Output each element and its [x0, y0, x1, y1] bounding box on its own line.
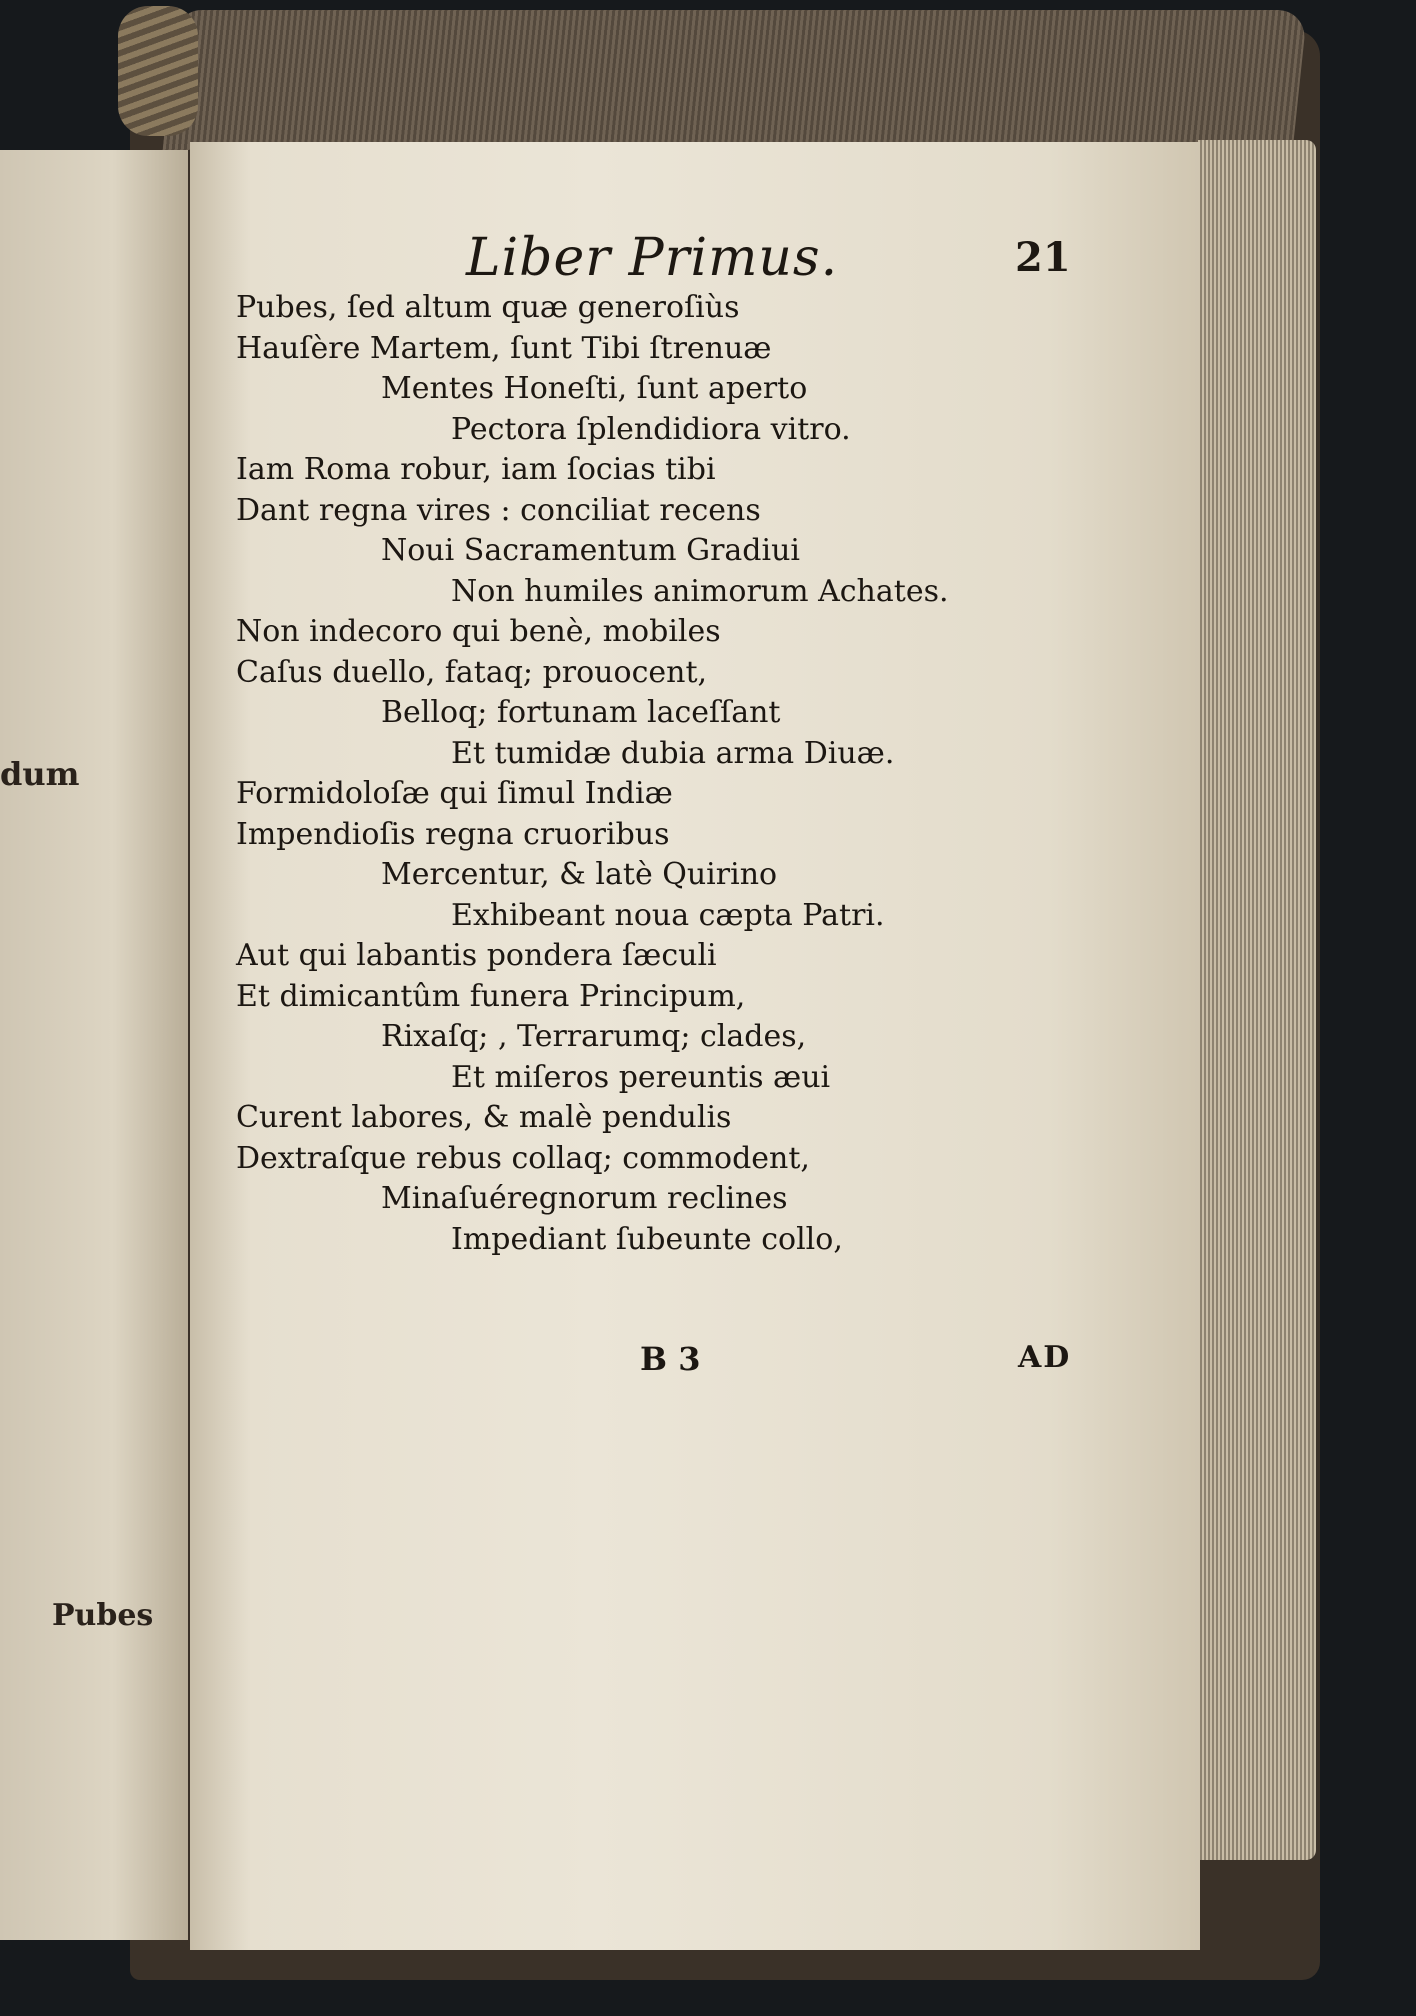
page-number: 21	[1015, 234, 1071, 281]
verse-line: Dextraſque rebus collaq; commodent,	[236, 1140, 810, 1176]
verse-line: Et miſeros pereuntis æui	[451, 1059, 831, 1095]
verse-line: Impediant ſubeunte collo,	[451, 1221, 843, 1257]
verse-line: Non humiles animorum Achates.	[451, 573, 949, 609]
verse-line: Rixaſq; , Terrarumq; clades,	[381, 1019, 807, 1054]
verse-line: Formidoloſæ qui ſimul Indiæ	[236, 776, 673, 811]
headband	[118, 6, 198, 136]
verse-line: Exhibeant noua cæpta Patri.	[451, 897, 885, 933]
verse-line: Non indecoro qui benè, mobiles	[236, 614, 721, 649]
verse-line: Curent labores, & malè pendulis	[236, 1100, 732, 1135]
verse-line: Et dimicantûm funera Principum,	[236, 978, 746, 1014]
verse-line: Noui Sacramentum Gradiui	[381, 533, 801, 568]
verse-line: Hauſère Martem, ſunt Tibi ſtrenuæ	[236, 330, 772, 366]
verse-line: Dant regna vires : conciliat recens	[236, 492, 761, 528]
left-page	[0, 150, 188, 1940]
signature-mark: B 3	[640, 1340, 701, 1378]
left-page-catchword: Pubes	[52, 1598, 154, 1633]
verse-line: Mercentur, & latè Quirino	[381, 857, 778, 892]
fore-edge	[1198, 140, 1316, 1860]
page-top-edge	[163, 10, 1308, 150]
running-head: Liber Primus.	[466, 228, 839, 288]
verse-line: Mentes Honeſti, ſunt aperto	[381, 371, 808, 406]
verse-line: Impendioſis regna cruoribus	[236, 816, 670, 852]
verse-line: Minaſuéregnorum reclines	[381, 1181, 788, 1216]
verse-line: Pectora ſplendidiora vitro.	[451, 411, 851, 447]
catchword: AD	[1018, 1340, 1072, 1375]
verse-line: Pubes, ſed altum quæ generoſiùs	[236, 290, 740, 325]
verse-line: Et tumidæ dubia arma Diuæ.	[451, 735, 895, 771]
verse-line: Aut qui labantis pondera ſæculi	[236, 938, 717, 973]
left-page-margin-fragment: dum	[0, 755, 80, 793]
verse-line: Belloq; fortunam laceſſant	[381, 695, 781, 730]
left-page-show-through	[20, 270, 31, 310]
verse-line: Iam Roma robur, iam ſocias tibi	[236, 452, 716, 487]
verse-line: Caſus duello, fataq; prouocent,	[236, 654, 708, 690]
